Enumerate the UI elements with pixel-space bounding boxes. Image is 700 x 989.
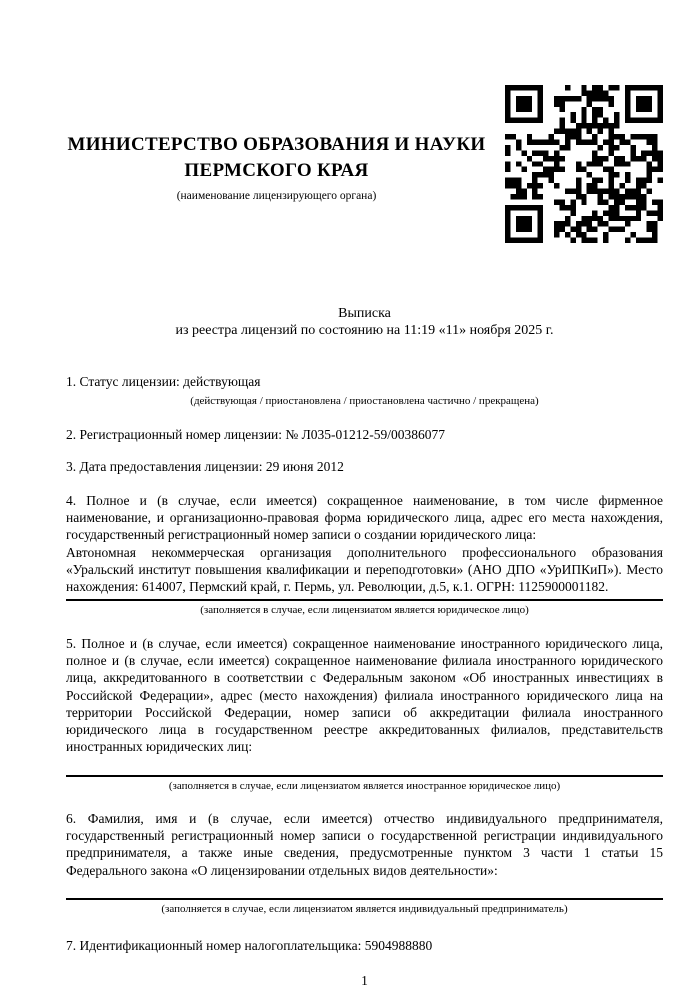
qr-code-image: [505, 85, 663, 243]
document-header: [66, 85, 663, 243]
page-number: 1: [361, 973, 368, 989]
item-6-entrepreneur-label: 6. Фамилия, имя и (в случае, если имеется) отчество индивидуального предпринимателя, государственный регистрационный номер записи о государственной регистрации индивидуального предпринимателя, а также иные сведения, предусмотренные пунктом 3 части 1 статьи 15 Федерального закона «О лицензировании отдельных видов деятельности»:: [66, 810, 663, 878]
document-title-line2: из реестра лицензий по состоянию на 11:19 «11» ноября 2025 г.: [175, 323, 554, 338]
item-5-fill-rule: [66, 775, 663, 777]
licensing-authority-block: [66, 132, 505, 203]
ministry-name-line2: ПЕРМСКОГО КРАЯ: [184, 159, 369, 181]
document-title: [66, 305, 663, 339]
item-3-license-date: 3. Дата предоставления лицензии: 29 июня 2012: [66, 458, 344, 474]
item-4-fill-rule: [66, 599, 663, 601]
item-1-status-options-caption: (действующая / приостановлена / приостановлена частично / прекращена): [190, 395, 539, 408]
item-5-caption: (заполняется в случае, если лицензиатом является иностранное юридическое лицо): [168, 779, 561, 792]
item-4-caption: (заполняется в случае, если лицензиатом является юридическое лицо): [200, 603, 529, 616]
document-title-line1: Выписка: [338, 306, 391, 321]
item-2-registration-number: 2. Регистрационный номер лицензии: № Л035-01212-59/00386077: [66, 427, 446, 443]
item-7-taxpayer-id: 7. Идентификационный номер налогоплательщика: 5904988880: [66, 937, 433, 953]
ministry-caption: (наименование лицензирующего органа): [176, 189, 377, 202]
item-5-foreign-entity-label: 5. Полное и (в случае, если имеется) сокращенное наименование иностранного юридического лица, полное и (в случае, если имеется) сокращенное наименование филиала иностранного юридического лица, аккредитованного в соответствии с Федеральным законом «Об иностранных инвестициях в Российской Федерации», адрес (место нахождения) филиала иностранного юридического лица на территории Российской Федерации, номер записи об аккредитации филиала иностранного юридического лица в государственном реестре аккредитованных филиалов, представительств иностранных юридических лиц:: [66, 635, 663, 755]
item-1-license-status: 1. Статус лицензии: действующая: [66, 374, 261, 389]
item-6-caption: (заполняется в случае, если лицензиатом является индивидуальный предприниматель): [161, 902, 568, 915]
items-list: [66, 373, 663, 954]
ministry-name-line1: МИНИСТЕРСТВО ОБРАЗОВАНИЯ И НАУКИ: [67, 133, 486, 155]
item-6-fill-rule: [66, 898, 663, 900]
item-4-legal-entity-label: 4. Полное и (в случае, если имеется) сокращенное наименование, в том числе фирменное наименование, и организационно-правовая форма юридического лица, адрес его места нахождения, государственный регистрационный номер записи о создании юридического лица:: [66, 492, 663, 543]
qr-code: [505, 85, 663, 243]
item-4-legal-entity-value: Автономная некоммерческая организация дополнительного профессионального образования «Уральский институт повышения квалификации и переподготовки» (АНО ДПО «УрИПКиП»). Место нахождения: 614007, Пермский край, г. Пермь, ул. Революции, д.5, к.1. ОГРН: 1125900001182.: [66, 544, 663, 595]
